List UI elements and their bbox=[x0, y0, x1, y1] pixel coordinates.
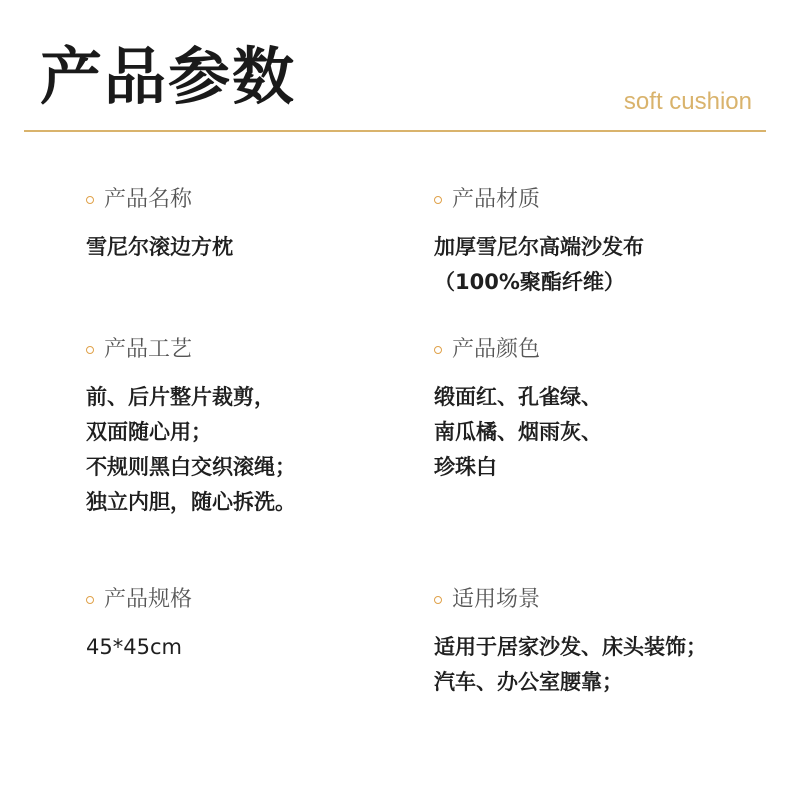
circle-bullet-icon bbox=[434, 596, 442, 604]
spec-label: 产品工艺 bbox=[104, 337, 193, 362]
spec-value-line: 加厚雪尼尔高端沙发布 bbox=[434, 235, 644, 259]
spec-label-row bbox=[86, 186, 233, 214]
spec-value-line: 珍珠白 bbox=[434, 455, 497, 479]
spec-label-row bbox=[86, 586, 192, 614]
spec-label: 产品颜色 bbox=[452, 337, 541, 362]
circle-bullet-icon bbox=[434, 346, 442, 354]
spec-label: 适用场景 bbox=[452, 587, 541, 612]
spec-value-line: 独立内胆，随心拆洗。 bbox=[86, 490, 296, 514]
spec-usage bbox=[434, 586, 707, 700]
spec-material bbox=[434, 186, 644, 300]
circle-bullet-icon bbox=[86, 596, 94, 604]
spec-label: 产品材质 bbox=[452, 187, 541, 212]
spec-value-line: 汽车、办公室腰靠； bbox=[434, 670, 623, 694]
circle-bullet-icon bbox=[86, 196, 94, 204]
spec-color bbox=[434, 336, 602, 485]
spec-value-line: 南瓜橘、烟雨灰、 bbox=[434, 420, 602, 444]
spec-value-line: 不规则黑白交织滚绳； bbox=[86, 455, 296, 479]
spec-value-line: 前、后片整片裁剪， bbox=[86, 385, 275, 409]
spec-values bbox=[86, 630, 192, 665]
spec-label-row bbox=[434, 586, 707, 614]
spec-label-row bbox=[86, 336, 296, 364]
spec-values bbox=[86, 230, 233, 265]
spec-values bbox=[434, 630, 707, 700]
title-divider bbox=[24, 130, 766, 132]
spec-craft bbox=[86, 336, 296, 520]
spec-values bbox=[434, 230, 644, 300]
spec-value-line: 45*45cm bbox=[86, 635, 182, 659]
spec-values bbox=[86, 380, 296, 520]
page-subtitle: soft cushion bbox=[623, 88, 752, 115]
page-title: 产品参数 bbox=[40, 40, 297, 113]
spec-values bbox=[434, 380, 602, 485]
spec-label: 产品名称 bbox=[104, 187, 193, 212]
circle-bullet-icon bbox=[434, 196, 442, 204]
spec-name bbox=[86, 186, 233, 265]
spec-size bbox=[86, 586, 192, 665]
spec-value-line: 适用于居家沙发、床头装饰； bbox=[434, 635, 707, 659]
spec-value-line: 雪尼尔滚边方枕 bbox=[86, 235, 233, 259]
circle-bullet-icon bbox=[86, 346, 94, 354]
spec-label-row bbox=[434, 186, 644, 214]
spec-label: 产品规格 bbox=[104, 587, 193, 612]
spec-value-line: （100%聚酯纤维） bbox=[434, 270, 625, 294]
spec-label-row bbox=[434, 336, 602, 364]
spec-value-line: 缎面红、孔雀绿、 bbox=[434, 385, 602, 409]
spec-value-line: 双面随心用； bbox=[86, 420, 212, 444]
